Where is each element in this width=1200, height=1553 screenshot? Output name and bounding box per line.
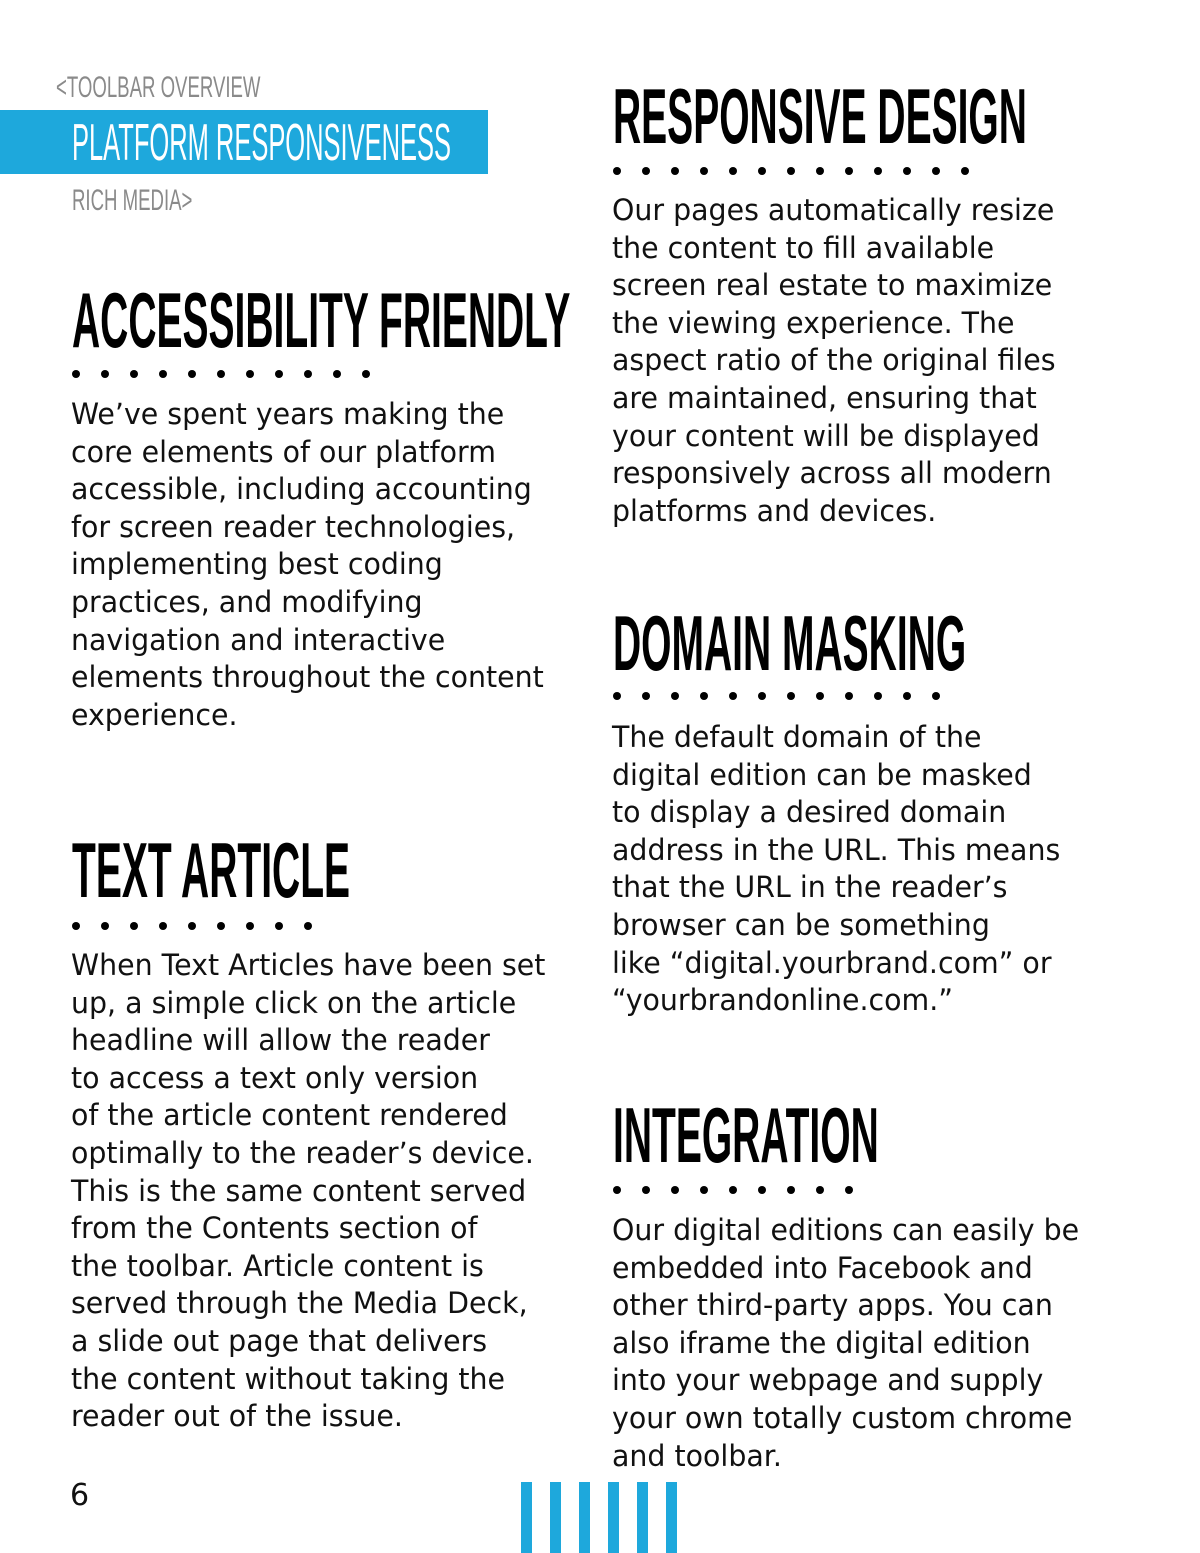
responsive-design-dot-rule [613,167,990,177]
rule-dot [275,370,283,378]
accessibility-body: We’ve spent years making the core elements of our platform accessible, including accounting for screen reader technologies, implementing best coding practices, and modifying navigation and interactive elements throughout the content experience. [71,397,544,732]
rule-dot [845,167,853,175]
rule-dot [787,1186,795,1194]
footer-stripe [550,1482,561,1553]
rule-dot [188,370,196,378]
rule-dot [246,922,254,930]
rule-dot [700,692,708,700]
rule-dot [217,370,225,378]
rule-dot [903,167,911,175]
rule-dot [130,922,138,930]
responsive-design-body: Our pages automatically resize the content to fill available screen real estate to maximize the viewing experience. The aspect ratio of the original files are maintained, ensuring that your content will be displayed responsively across all modern platforms and devices. [612,193,1056,528]
text-article-heading: TEXT ARTICLE [72,826,351,914]
rule-dot [101,370,109,378]
rule-dot [758,692,766,700]
rule-dot [304,922,312,930]
rule-dot [932,692,940,700]
rule-dot [671,167,679,175]
footer-stripe-decoration [521,1482,695,1553]
accessibility-dot-rule [72,370,391,380]
integration-body: Our digital editions can easily be embedded into Facebook and other third-party apps. You can also iframe the digital edition into your webpage and supply your own totally custom chrome and toolbar. [612,1213,1080,1473]
rule-dot [816,1186,824,1194]
rule-dot [758,167,766,175]
rule-dot [613,692,621,700]
rule-dot [217,922,225,930]
rule-dot [874,692,882,700]
domain-masking-dot-rule [613,692,961,702]
rule-dot [932,167,940,175]
page-number: 6 [70,1478,90,1513]
rule-dot [159,370,167,378]
rule-dot [729,692,737,700]
rule-dot [816,167,824,175]
rule-dot [642,167,650,175]
responsive-design-heading: RESPONSIVE DESIGN [613,72,1027,160]
rule-dot [903,692,911,700]
rule-dot [304,370,312,378]
rule-dot [275,922,283,930]
rule-dot [159,922,167,930]
rule-dot [72,370,80,378]
nav-current-banner [0,110,488,174]
rule-dot [729,1186,737,1194]
rule-dot [72,922,80,930]
rule-dot [845,692,853,700]
rule-dot [787,692,795,700]
text-article-body: When Text Articles have been set up, a simple click on the article headline will allow the reader to access a text only version of the article content rendered optimally to the reader’s device. This is the same content served from the Contents section of the toolbar. Article content is served through the Media Deck, a slide out page that delivers the content without taking the reader out of the issue. [71,948,546,1434]
nav-current-label: PLATFORM RESPONSIVENESS [72,114,451,172]
rule-dot [642,1186,650,1194]
nav-next-link[interactable]: RICH MEDIA> [72,184,193,217]
rule-dot [671,692,679,700]
rule-dot [188,922,196,930]
accessibility-heading: ACCESSIBILITY FRIENDLY [72,276,571,364]
rule-dot [874,167,882,175]
rule-dot [130,370,138,378]
integration-heading: INTEGRATION [613,1091,879,1179]
text-article-dot-rule [72,922,333,932]
footer-stripe [579,1482,590,1553]
rule-dot [333,370,341,378]
rule-dot [758,1186,766,1194]
rule-dot [845,1186,853,1194]
rule-dot [816,692,824,700]
footer-stripe [521,1482,532,1553]
domain-masking-heading: DOMAIN MASKING [613,599,967,687]
rule-dot [362,370,370,378]
rule-dot [671,1186,679,1194]
rule-dot [961,167,969,175]
rule-dot [700,167,708,175]
rule-dot [613,1186,621,1194]
rule-dot [787,167,795,175]
rule-dot [642,692,650,700]
rule-dot [729,167,737,175]
rule-dot [613,167,621,175]
rule-dot [246,370,254,378]
footer-stripe [608,1482,619,1553]
footer-stripe [666,1482,677,1553]
integration-dot-rule [613,1186,874,1196]
rule-dot [101,922,109,930]
rule-dot [700,1186,708,1194]
footer-stripe [637,1482,648,1553]
domain-masking-body: The default domain of the digital edition can be masked to display a desired domain address in the URL. This means that the URL in the reader’s browser can be something like “digital.yourbrand.com” or “yourbrandonline.com.” [612,720,1061,1018]
nav-prev-link[interactable]: <TOOLBAR OVERVIEW [56,71,261,104]
